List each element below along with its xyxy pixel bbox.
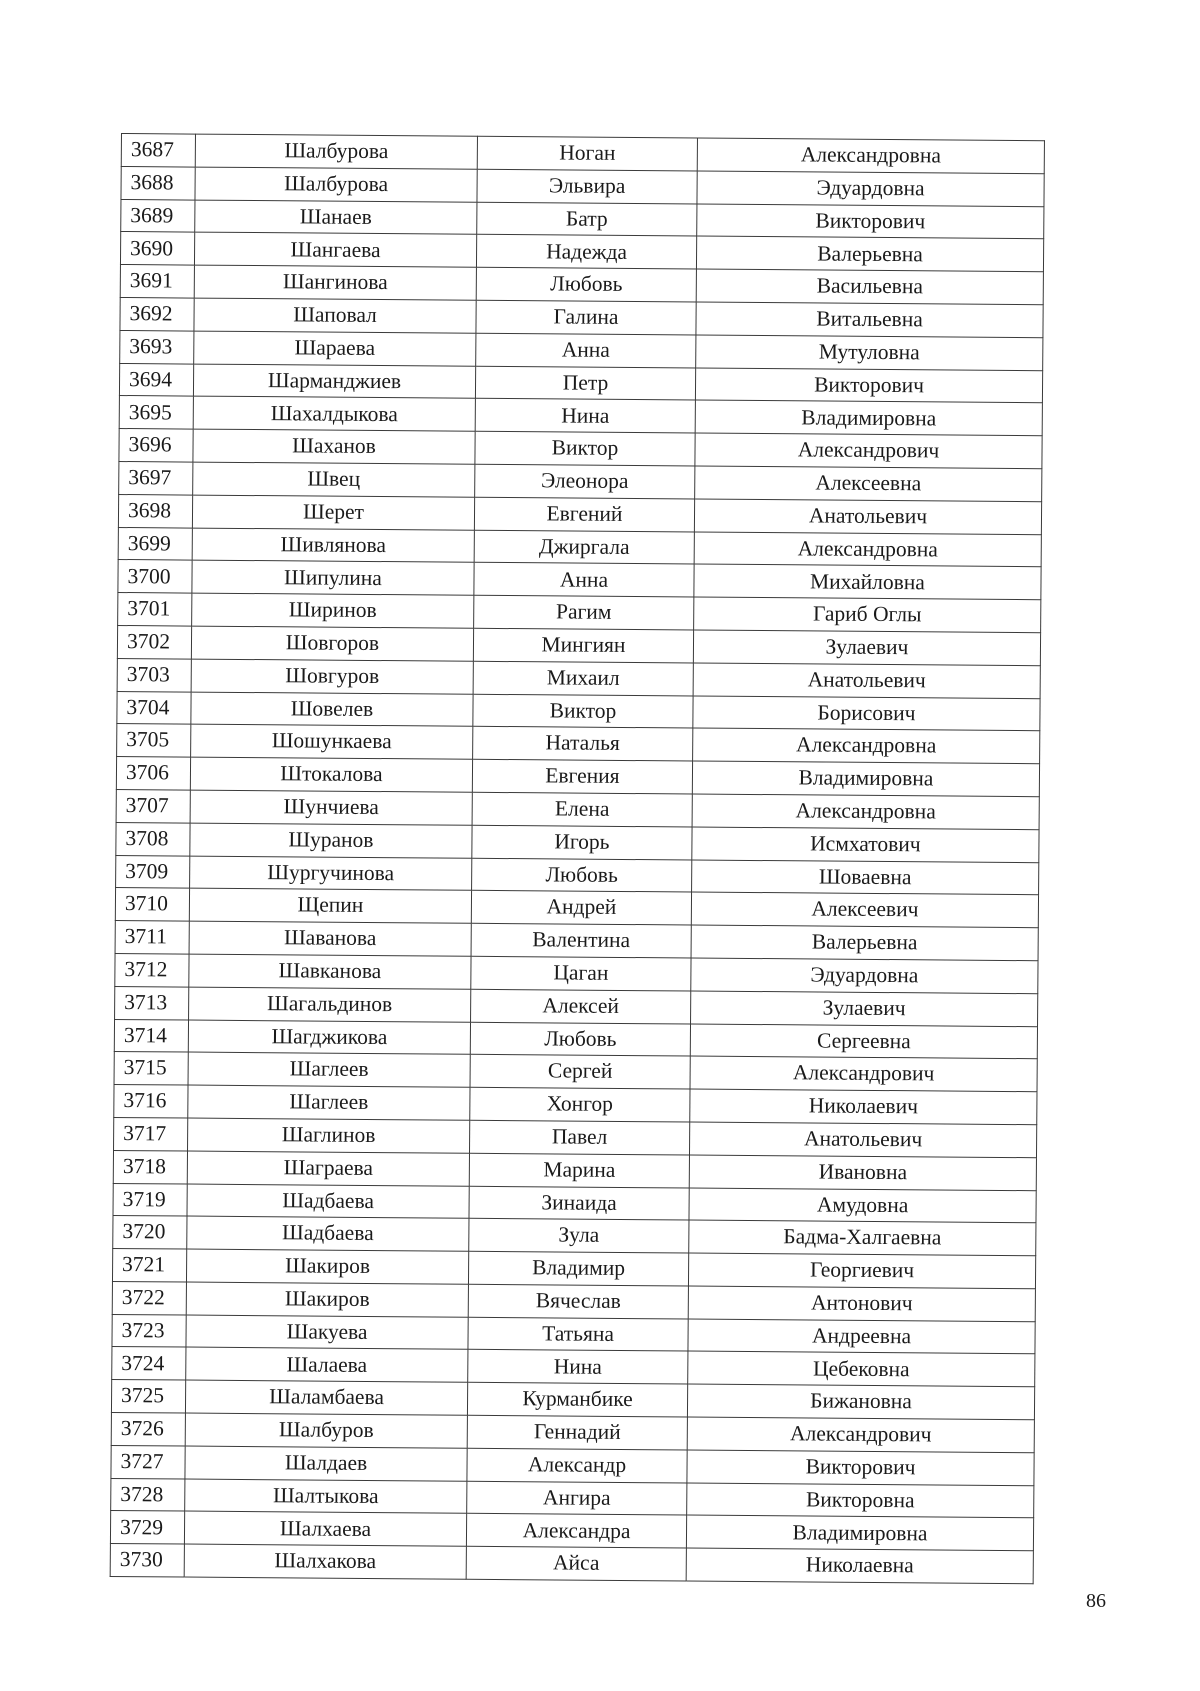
patronymic-cell: Цебековна bbox=[688, 1351, 1035, 1387]
first-name-cell: Любовь bbox=[472, 858, 692, 893]
first-name-cell: Надежда bbox=[476, 235, 696, 270]
row-number-cell: 3689 bbox=[121, 199, 195, 232]
first-name-cell: Анна bbox=[474, 563, 694, 598]
patronymic-cell: Васильевна bbox=[696, 269, 1043, 305]
first-name-cell: Алексей bbox=[471, 989, 691, 1024]
first-name-cell: Мингиян bbox=[473, 628, 693, 663]
table-row bbox=[110, 1544, 1033, 1584]
registry-table bbox=[110, 133, 1045, 1584]
first-name-cell: Батр bbox=[477, 202, 697, 237]
row-number-cell: 3714 bbox=[114, 1019, 188, 1052]
last-name-cell: Шадбаева bbox=[187, 1216, 469, 1251]
first-name-cell: Андрей bbox=[471, 891, 691, 926]
row-number-cell: 3699 bbox=[118, 527, 192, 560]
row-number-cell: 3694 bbox=[119, 363, 193, 396]
last-name-cell: Шуранов bbox=[190, 823, 472, 858]
last-name-cell: Шахалдыкова bbox=[193, 396, 475, 431]
patronymic-cell: Викторович bbox=[697, 204, 1044, 240]
first-name-cell: Рагим bbox=[474, 595, 694, 630]
row-number-cell: 3715 bbox=[114, 1052, 188, 1085]
last-name-cell: Шовгоров bbox=[191, 626, 473, 661]
last-name-cell: Шакуева bbox=[186, 1315, 468, 1350]
row-number-cell: 3706 bbox=[116, 757, 190, 790]
first-name-cell: Елена bbox=[472, 792, 692, 827]
last-name-cell: Шалтыкова bbox=[185, 1479, 467, 1514]
first-name-cell: Элеонора bbox=[475, 464, 695, 499]
first-name-cell: Марина bbox=[469, 1153, 689, 1188]
patronymic-cell: Анатольевич bbox=[694, 499, 1041, 535]
patronymic-cell: Николаевич bbox=[690, 1089, 1037, 1125]
patronymic-cell: Владимировна bbox=[686, 1515, 1033, 1551]
first-name-cell: Нина bbox=[475, 399, 695, 434]
row-number-cell: 3723 bbox=[112, 1314, 186, 1347]
row-number-cell: 3713 bbox=[115, 986, 189, 1019]
last-name-cell: Шургучинова bbox=[190, 856, 472, 891]
last-name-cell: Шалхакова bbox=[184, 1544, 466, 1579]
row-number-cell: 3691 bbox=[120, 265, 194, 298]
patronymic-cell: Эдуардовна bbox=[691, 958, 1038, 994]
patronymic-cell: Валерьевна bbox=[691, 925, 1038, 961]
patronymic-cell: Георгиевич bbox=[688, 1253, 1035, 1289]
row-number-cell: 3700 bbox=[118, 560, 192, 593]
last-name-cell: Шаглеев bbox=[188, 1085, 470, 1120]
row-number-cell: 3724 bbox=[112, 1347, 186, 1380]
patronymic-cell: Викторович bbox=[695, 368, 1042, 404]
first-name-cell: Евгения bbox=[472, 759, 692, 794]
first-name-cell: Игорь bbox=[472, 825, 692, 860]
patronymic-cell: Валерьевна bbox=[696, 236, 1043, 272]
last-name-cell: Шерет bbox=[192, 495, 474, 530]
first-name-cell: Ноган bbox=[477, 136, 697, 171]
row-number-cell: 3712 bbox=[115, 953, 189, 986]
patronymic-cell: Владимировна bbox=[695, 400, 1042, 436]
patronymic-cell: Зулаевич bbox=[691, 991, 1038, 1027]
row-number-cell: 3725 bbox=[111, 1380, 185, 1413]
last-name-cell: Шаламбаева bbox=[185, 1380, 467, 1415]
patronymic-cell: Александровна bbox=[694, 532, 1041, 568]
first-name-cell: Александр bbox=[467, 1448, 687, 1483]
patronymic-cell: Мутуловна bbox=[696, 335, 1043, 371]
last-name-cell: Шалаева bbox=[186, 1348, 468, 1383]
patronymic-cell: Анатольевич bbox=[693, 663, 1040, 699]
first-name-cell: Владимир bbox=[468, 1251, 688, 1286]
patronymic-cell: Александровна bbox=[697, 138, 1044, 174]
first-name-cell: Зинаида bbox=[469, 1186, 689, 1221]
last-name-cell: Шалдаев bbox=[185, 1446, 467, 1481]
last-name-cell: Шагджикова bbox=[188, 1020, 470, 1055]
first-name-cell: Курманбике bbox=[467, 1383, 687, 1418]
last-name-cell: Штокалова bbox=[190, 757, 472, 792]
row-number-cell: 3727 bbox=[111, 1445, 185, 1478]
last-name-cell: Щепин bbox=[189, 888, 471, 923]
patronymic-cell: Витальевна bbox=[696, 302, 1043, 338]
row-number-cell: 3729 bbox=[110, 1511, 184, 1544]
patronymic-cell: Исмхатович bbox=[692, 827, 1039, 863]
last-name-cell: Шошункаева bbox=[191, 724, 473, 759]
first-name-cell: Вячеслав bbox=[468, 1284, 688, 1319]
last-name-cell: Шаглинов bbox=[188, 1118, 470, 1153]
last-name-cell: Шараева bbox=[194, 331, 476, 366]
last-name-cell: Шаванова bbox=[189, 921, 471, 956]
row-number-cell: 3697 bbox=[119, 461, 193, 494]
first-name-cell: Джиргала bbox=[474, 530, 694, 565]
row-number-cell: 3709 bbox=[116, 855, 190, 888]
row-number-cell: 3718 bbox=[113, 1150, 187, 1183]
row-number-cell: 3702 bbox=[117, 625, 191, 658]
last-name-cell: Шипулина bbox=[192, 560, 474, 595]
last-name-cell: Шивлянова bbox=[192, 528, 474, 563]
row-number-cell: 3717 bbox=[114, 1117, 188, 1150]
last-name-cell: Шовгуров bbox=[191, 659, 473, 694]
row-number-cell: 3710 bbox=[115, 888, 189, 921]
patronymic-cell: Эдуардовна bbox=[697, 171, 1044, 207]
first-name-cell: Цаган bbox=[471, 956, 691, 991]
registry-table-body bbox=[110, 134, 1044, 1584]
row-number-cell: 3703 bbox=[117, 658, 191, 691]
first-name-cell: Нина bbox=[468, 1350, 688, 1385]
patronymic-cell: Владимировна bbox=[692, 761, 1039, 797]
patronymic-cell: Гариб Оглы bbox=[694, 597, 1041, 633]
last-name-cell: Ширинов bbox=[192, 593, 474, 628]
first-name-cell: Павел bbox=[470, 1120, 690, 1155]
row-number-cell: 3704 bbox=[117, 691, 191, 724]
last-name-cell: Шаглеев bbox=[188, 1052, 470, 1087]
first-name-cell: Айса bbox=[466, 1547, 686, 1582]
row-number-cell: 3720 bbox=[113, 1216, 187, 1249]
patronymic-cell: Александрович bbox=[695, 433, 1042, 469]
patronymic-cell: Антонович bbox=[688, 1286, 1035, 1322]
patronymic-cell: Викторович bbox=[687, 1450, 1034, 1486]
patronymic-cell: Николаевна bbox=[686, 1548, 1033, 1584]
first-name-cell: Михаил bbox=[473, 661, 693, 696]
row-number-cell: 3721 bbox=[112, 1249, 186, 1282]
patronymic-cell: Викторовна bbox=[687, 1483, 1034, 1519]
row-number-cell: 3726 bbox=[111, 1413, 185, 1446]
first-name-cell: Любовь bbox=[470, 1022, 690, 1057]
row-number-cell: 3696 bbox=[119, 429, 193, 462]
row-number-cell: 3687 bbox=[121, 134, 195, 167]
patronymic-cell: Зулаевич bbox=[693, 630, 1040, 666]
patronymic-cell: Шоваевна bbox=[692, 860, 1039, 896]
row-number-cell: 3690 bbox=[120, 232, 194, 265]
first-name-cell: Любовь bbox=[476, 267, 696, 302]
first-name-cell: Александра bbox=[466, 1514, 686, 1549]
last-name-cell: Швец bbox=[193, 462, 475, 497]
last-name-cell: Шалхаева bbox=[184, 1512, 466, 1547]
first-name-cell: Зула bbox=[469, 1219, 689, 1254]
last-name-cell: Шадбаева bbox=[187, 1184, 469, 1219]
first-name-cell: Виктор bbox=[475, 431, 695, 466]
last-name-cell: Шаповал bbox=[194, 298, 476, 333]
row-number-cell: 3688 bbox=[121, 166, 195, 199]
last-name-cell: Шунчиева bbox=[190, 790, 472, 825]
first-name-cell: Виктор bbox=[473, 694, 693, 729]
patronymic-cell: Бижановна bbox=[687, 1384, 1034, 1420]
patronymic-cell: Алексеевич bbox=[691, 892, 1038, 928]
first-name-cell: Сергей bbox=[470, 1055, 690, 1090]
page-number: 86 bbox=[1086, 1590, 1106, 1612]
patronymic-cell: Александровна bbox=[693, 728, 1040, 764]
last-name-cell: Шавканова bbox=[189, 954, 471, 989]
row-number-cell: 3719 bbox=[113, 1183, 187, 1216]
row-number-cell: 3707 bbox=[116, 789, 190, 822]
first-name-cell: Геннадий bbox=[467, 1415, 687, 1450]
first-name-cell: Татьяна bbox=[468, 1317, 688, 1352]
row-number-cell: 3693 bbox=[120, 330, 194, 363]
last-name-cell: Шаграева bbox=[187, 1151, 469, 1186]
patronymic-cell: Михайловна bbox=[694, 564, 1041, 600]
last-name-cell: Шангинова bbox=[194, 265, 476, 300]
patronymic-cell: Борисович bbox=[693, 696, 1040, 732]
first-name-cell: Хонгор bbox=[470, 1087, 690, 1122]
last-name-cell: Шангаева bbox=[194, 232, 476, 267]
row-number-cell: 3730 bbox=[110, 1544, 184, 1577]
patronymic-cell: Ивановна bbox=[689, 1155, 1036, 1191]
last-name-cell: Шаханов bbox=[193, 429, 475, 464]
row-number-cell: 3692 bbox=[120, 297, 194, 330]
patronymic-cell: Александрович bbox=[687, 1417, 1034, 1453]
last-name-cell: Шанаев bbox=[195, 200, 477, 235]
row-number-cell: 3698 bbox=[118, 494, 192, 527]
row-number-cell: 3711 bbox=[115, 921, 189, 954]
last-name-cell: Шарманджиев bbox=[193, 364, 475, 399]
last-name-cell: Шалбурова bbox=[195, 167, 477, 202]
patronymic-cell: Алексеевна bbox=[695, 466, 1042, 502]
row-number-cell: 3728 bbox=[111, 1478, 185, 1511]
last-name-cell: Шакиров bbox=[186, 1282, 468, 1317]
last-name-cell: Шовелев bbox=[191, 692, 473, 727]
row-number-cell: 3701 bbox=[118, 593, 192, 626]
row-number-cell: 3716 bbox=[114, 1085, 188, 1118]
last-name-cell: Шалбуров bbox=[185, 1413, 467, 1448]
row-number-cell: 3695 bbox=[119, 396, 193, 429]
last-name-cell: Шакиров bbox=[186, 1249, 468, 1284]
row-number-cell: 3705 bbox=[117, 724, 191, 757]
patronymic-cell: Бадма-Халгаевна bbox=[689, 1220, 1036, 1256]
last-name-cell: Шагальдинов bbox=[189, 987, 471, 1022]
first-name-cell: Галина bbox=[476, 300, 696, 335]
row-number-cell: 3722 bbox=[112, 1281, 186, 1314]
patronymic-cell: Александрович bbox=[690, 1056, 1037, 1092]
patronymic-cell: Анатольевич bbox=[689, 1122, 1036, 1158]
patronymic-cell: Андреевна bbox=[688, 1319, 1035, 1355]
patronymic-cell: Сергеевна bbox=[690, 1024, 1037, 1060]
last-name-cell: Шалбурова bbox=[195, 134, 477, 169]
row-number-cell: 3708 bbox=[116, 822, 190, 855]
first-name-cell: Эльвира bbox=[477, 169, 697, 204]
patronymic-cell: Александровна bbox=[692, 794, 1039, 830]
first-name-cell: Ангира bbox=[467, 1481, 687, 1516]
patronymic-cell: Амудовна bbox=[689, 1187, 1036, 1223]
first-name-cell: Наталья bbox=[473, 727, 693, 762]
first-name-cell: Евгений bbox=[474, 497, 694, 532]
first-name-cell: Анна bbox=[476, 333, 696, 368]
first-name-cell: Петр bbox=[475, 366, 695, 401]
first-name-cell: Валентина bbox=[471, 923, 691, 958]
